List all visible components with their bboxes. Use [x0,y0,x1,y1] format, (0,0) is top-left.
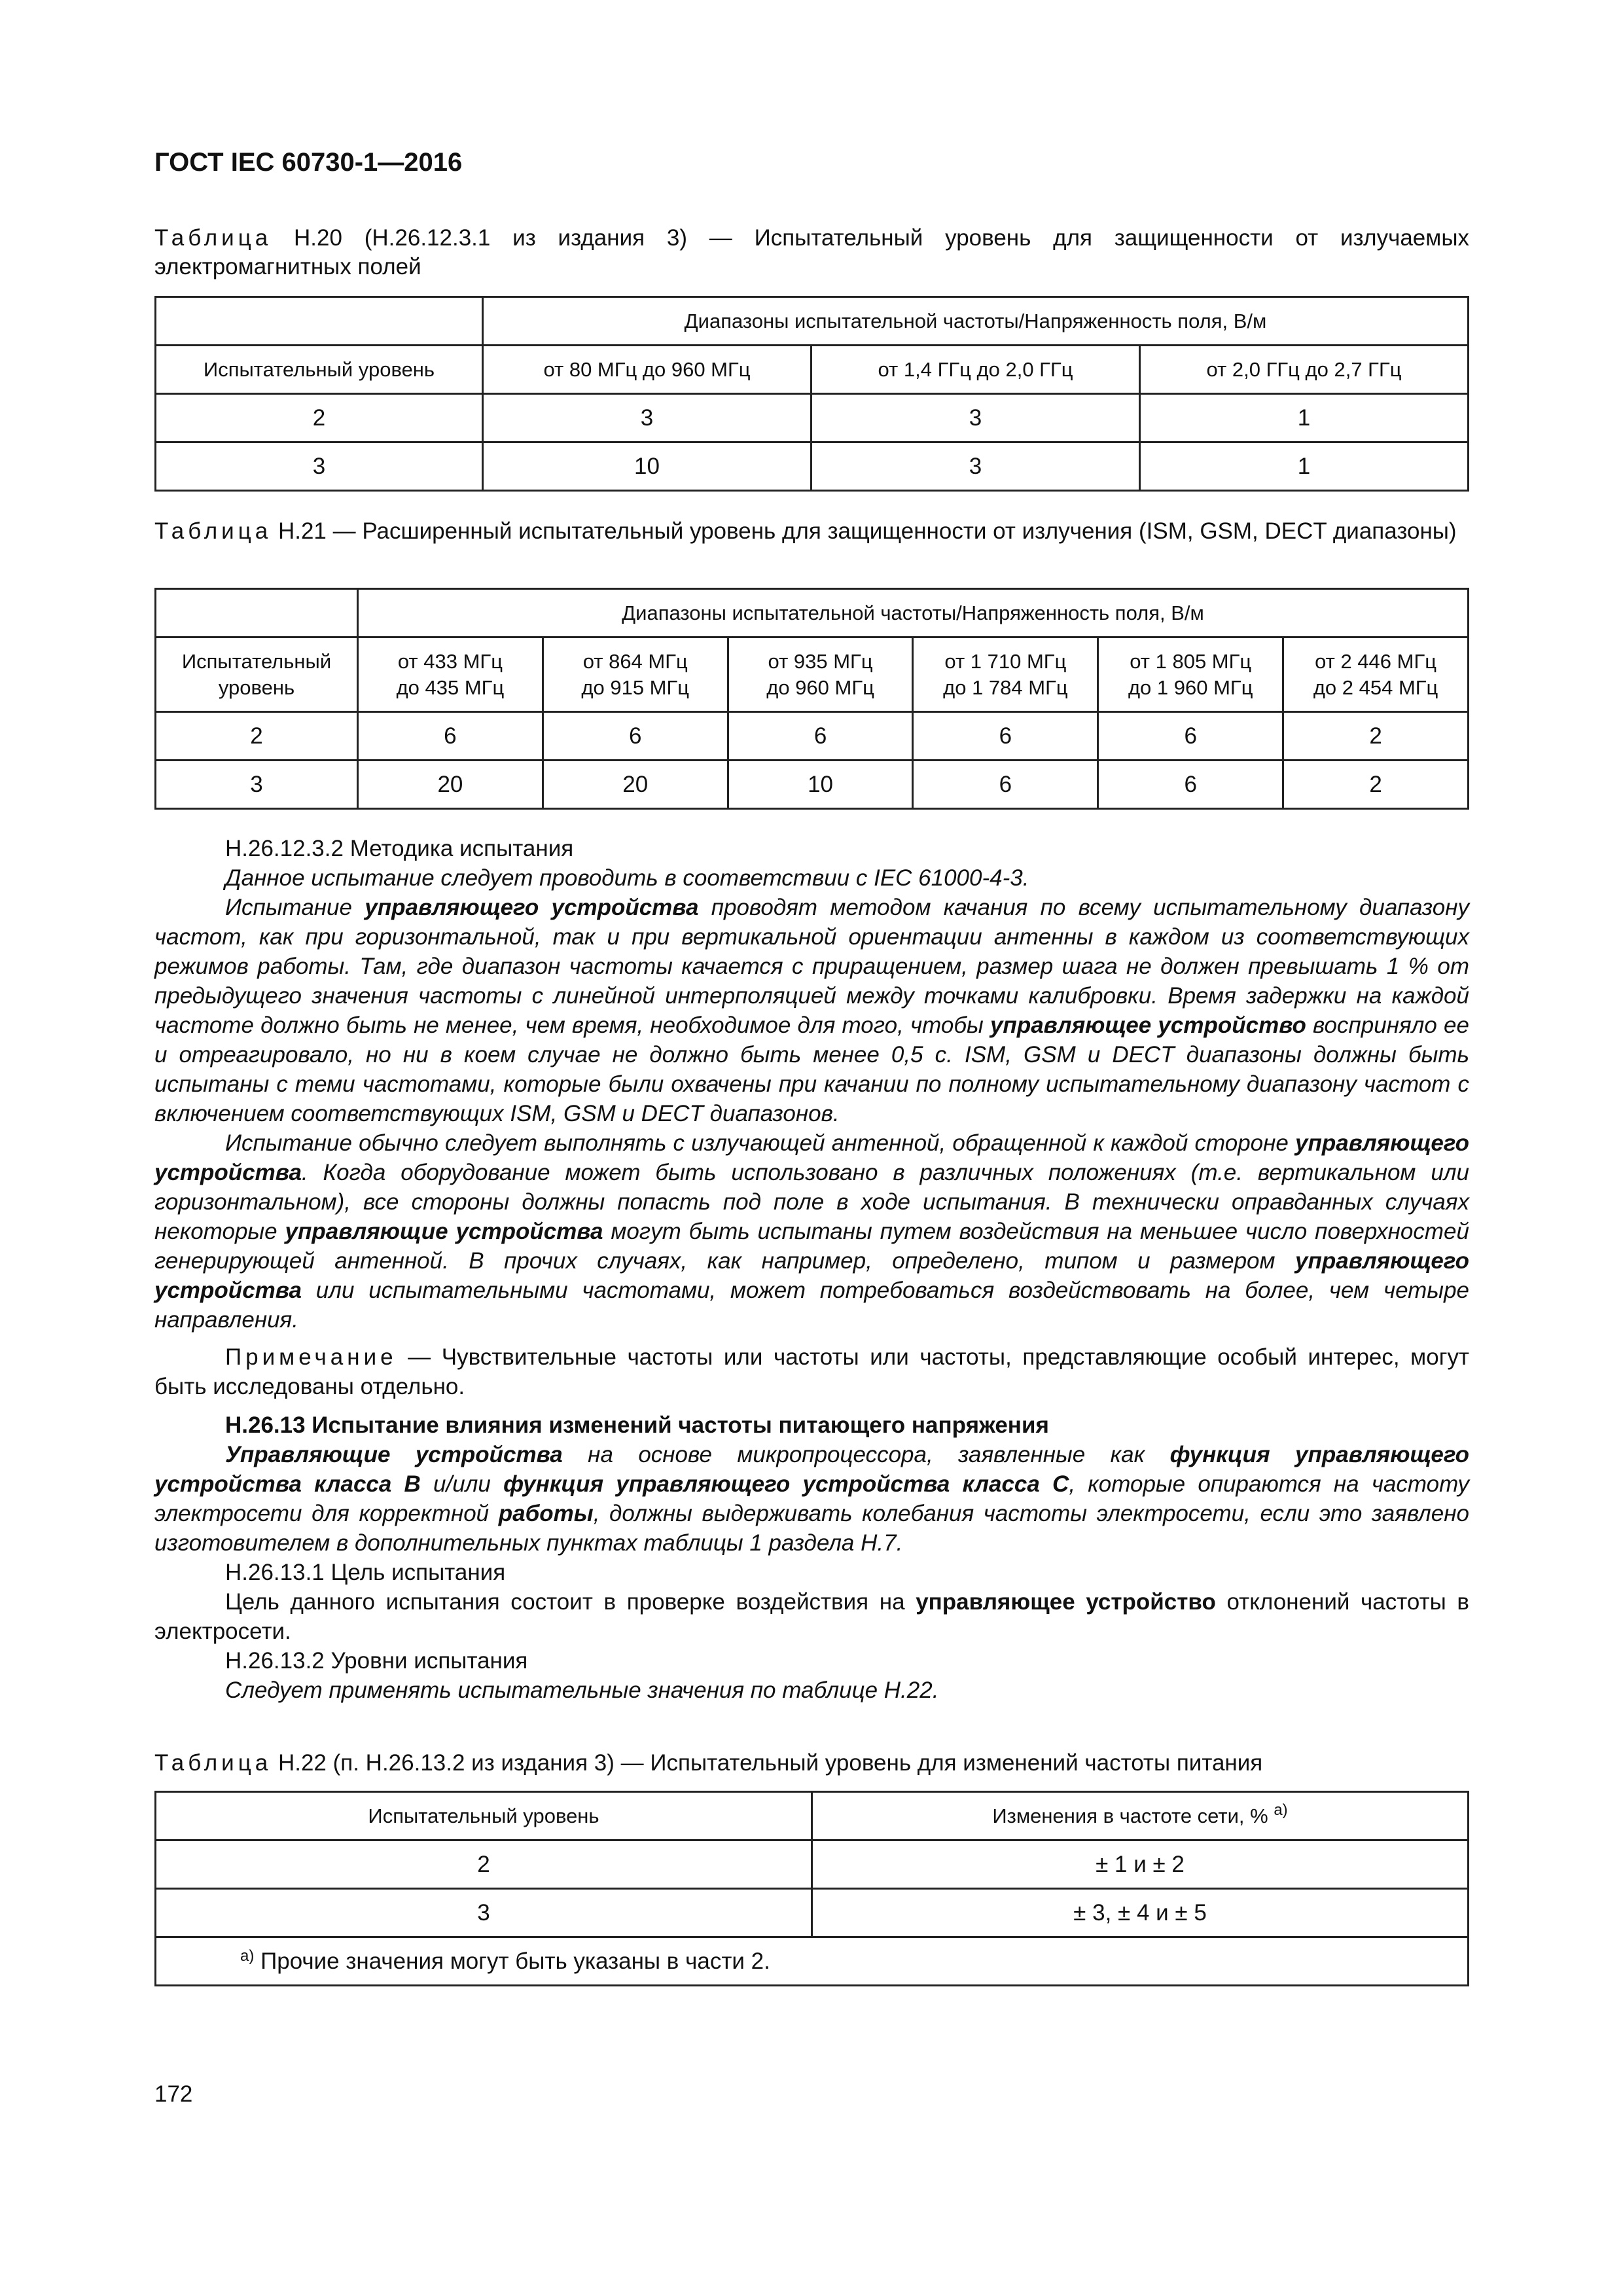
table-h21-caption-text: Н.21 — Расширенный испытательный уровень для защищенности от излучения (ISM, GSM, DECT диапазоны) [272,518,1457,544]
text-run: , которые опираются на частоту электросети для корректной [154,1471,1470,1526]
table-h21-caption-prefix: Таблица [154,518,272,544]
table-h21-range-header [913,637,1098,712]
header-line: до 2 454 МГц [1313,675,1438,699]
table-row [156,1792,1469,1840]
text-run: отклонений частоты в электросети. [154,1589,1469,1644]
paragraph: Данное испытание следует проводить в соответствии с IEC 61000-4-3. [225,865,1029,891]
note-label: Примечание [225,1344,397,1370]
table-cell: 3 [812,394,1140,442]
table-cell: 1 [1140,442,1469,491]
note [154,1342,1469,1401]
paragraph [154,893,1469,1128]
table-cell: 20 [358,761,543,809]
table-cell: 2 [1283,712,1469,761]
document-id: ГОСТ IEC 60730-1—2016 [154,148,463,177]
table-cell: 6 [358,712,543,761]
table-cell: 3 [156,761,358,809]
section-heading-13: Н.26.13 Испытание влияния изменений частоты питающего напряжения [225,1412,1049,1438]
section-body [154,834,1469,1705]
term: управляющего устройства [154,1130,1469,1185]
table-h20-level-header: Испытательный уровень [156,346,483,394]
table-cell: ± 3, ± 4 и ± 5 [812,1889,1469,1937]
header-line: до 960 МГц [766,675,874,699]
term: Управляющие устройства [225,1442,563,1467]
table-h22-col2-header [812,1792,1469,1840]
table-row [156,1937,1469,1986]
table-h21-range-header [1283,637,1469,712]
table-row [156,1889,1469,1937]
table-h20-caption-text: Н.20 (Н.26.12.3.1 из издания 3) — Испытательный уровень для защищенности от излучаемых электромагнитных полей [154,225,1469,279]
table-row [156,637,1469,712]
table-h20-range-header: от 1,4 ГГц до 2,0 ГГц [812,346,1140,394]
note-text: — Чувствительные частоты или частоты или частоты, представляющие особый интерес, могут быть исследованы отдельно. [154,1344,1469,1399]
table-h21-range-header [1098,637,1283,712]
table-cell: 1 [1140,394,1469,442]
table-h21-range-header [543,637,728,712]
table-cell: 2 [156,1840,812,1889]
header-line: уровень [218,675,295,699]
table-cell: 10 [483,442,812,491]
table-h20-caption [154,224,1469,281]
table-cell: ± 1 и ± 2 [812,1840,1469,1889]
table-cell: 10 [728,761,913,809]
term: управляющее устройство [916,1589,1216,1615]
header-line: от 1 710 МГц [944,649,1067,673]
header-line: от 2 446 МГц [1315,649,1437,673]
table-row [156,761,1469,809]
table-cell: 3 [156,1889,812,1937]
table-cell: 6 [913,761,1098,809]
header-line: от 864 МГц [582,649,688,673]
table-cell: 6 [1098,712,1283,761]
header-line: до 915 МГц [581,675,690,699]
table-cell-empty [156,589,358,637]
text-run: и/или [420,1471,504,1497]
table-h21-group-header: Диапазоны испытательной частоты/Напряженность поля, В/м [358,589,1469,637]
table-h22-caption-text: Н.22 (п. Н.26.13.2 из издания 3) — Испытательный уровень для изменений частоты питания [272,1750,1263,1776]
table-row [156,346,1469,394]
table-cell: 3 [483,394,812,442]
footnote-marker: а) [1274,1801,1288,1819]
footnote-marker: а) [240,1946,255,1965]
table-h21-caption [154,517,1469,546]
table-h21 [154,588,1469,810]
table-h22-caption-prefix: Таблица [154,1750,272,1776]
table-h22-col1-header: Испытательный уровень [156,1792,812,1840]
text-run: на основе микропроцессора, заявленные как [562,1442,1170,1467]
term: функция управляющего устройства класса С [503,1471,1069,1497]
table-row [156,394,1469,442]
table-cell: 20 [543,761,728,809]
paragraph [154,1440,1469,1558]
table-row [156,1840,1469,1889]
header-line: до 435 МГц [396,675,505,699]
table-h20-caption-prefix: Таблица [154,225,272,251]
table-cell: 6 [913,712,1098,761]
term: управляющее устройство [990,1013,1306,1038]
text-run: проводят методом качания по всему испытательному диапазону частот, как при горизонтальной, так и при вертикальной ориентации антенны в каждом из соответствующих режимов работы. Там, где диапазон частоты качается с приращением, размер шага не должен превышать 1 % от предыдущего значения частоты с линейной интерполяцией между точками калибровки. Время задержки на каждой частоте должно быть не менее, чем время, необходимое для того, чтобы [154,895,1469,1038]
text-run: или испытательными частотами, может потребоваться воздействовать на более, чем четыре направления. [154,1278,1469,1333]
table-h21-range-header [728,637,913,712]
header-line: от 433 МГц [397,649,503,673]
table-h20-range-header: от 2,0 ГГц до 2,7 ГГц [1140,346,1469,394]
text-run: . Когда оборудование может быть использовано в различных положениях (т.е. вертикальном или горизонтальном), все стороны должны попасть под поле в ходе испытания. В технически оправданных случаях некоторые [154,1160,1469,1244]
table-cell-empty [156,297,483,346]
subsection-heading: Н.26.13.1 Цель испытания [225,1560,506,1585]
table-h22-caption [154,1749,1469,1778]
table-cell: 2 [1283,761,1469,809]
table-h21-range-header [358,637,543,712]
text-run: восприняло ее и отреагировало, но ни в коем случае не должно быть менее 0,5 с. ISM, GSM и DECT диапазоны должны быть испытаны с теми частотами, которые были охвачены при качании по полному испытательному диапазону частот с включением соответствующих ISM, GSM и DECT диапазонов. [154,1013,1469,1126]
table-cell: 3 [156,442,483,491]
table-cell: 2 [156,712,358,761]
page-number: 172 [154,2081,193,2107]
header-line: Испытательный [181,649,332,673]
text-run: могут быть испытаны путем воздействия на меньшее число поверхностей генерирующей антенной. В прочих случаях, как например, определено, типом и размером [154,1219,1469,1274]
table-h21-level-header [156,637,358,712]
table-footnote [156,1937,1469,1986]
table-cell: 6 [543,712,728,761]
text-run: , должны выдерживать колебания частоты электросети, если это заявлено изготовителем в дополнительных пунктах таблицы 1 раздела Н.7. [154,1501,1469,1556]
paragraph: Следует применять испытательные значения по таблице Н.22. [225,1677,939,1703]
table-row [156,297,1469,346]
text-run: Испытание обычно следует выполнять с излучающей антенной, обращенной к каждой стороне [225,1130,1295,1156]
table-cell: 6 [1098,761,1283,809]
text-run: Цель данного испытания состоит в проверке воздействия на [225,1589,916,1615]
table-h20 [154,296,1469,492]
term: управляющие устройства [285,1219,603,1244]
table-row [156,712,1469,761]
term: функция управляющего устройства класса В [154,1442,1470,1497]
table-cell: 6 [728,712,913,761]
paragraph [154,1587,1469,1646]
table-row [156,589,1469,637]
table-h20-range-header: от 80 МГц до 960 МГц [483,346,812,394]
section-heading-12-3-2: Н.26.12.3.2 Методика испытания [225,836,574,861]
paragraph [154,1128,1469,1335]
header-line: от 935 МГц [768,649,873,673]
table-cell: 3 [812,442,1140,491]
table-cell: 2 [156,394,483,442]
term: работы [498,1501,594,1526]
text-run: Испытание [225,895,365,920]
header-line: до 1 960 МГц [1128,675,1253,699]
footnote-text: Прочие значения могут быть указаны в части 2. [254,1948,770,1974]
header-text: Изменения в частоте сети, % [992,1804,1274,1827]
term: управляющего устройства [154,1248,1469,1303]
subsection-heading: Н.26.13.2 Уровни испытания [225,1648,528,1674]
term: управляющего устройства [365,895,699,920]
table-h22 [154,1791,1469,1986]
table-h20-group-header: Диапазоны испытательной частоты/Напряженность поля, В/м [483,297,1469,346]
table-row [156,442,1469,491]
header-line: до 1 784 МГц [943,675,1068,699]
header-line: от 1 805 МГц [1130,649,1252,673]
